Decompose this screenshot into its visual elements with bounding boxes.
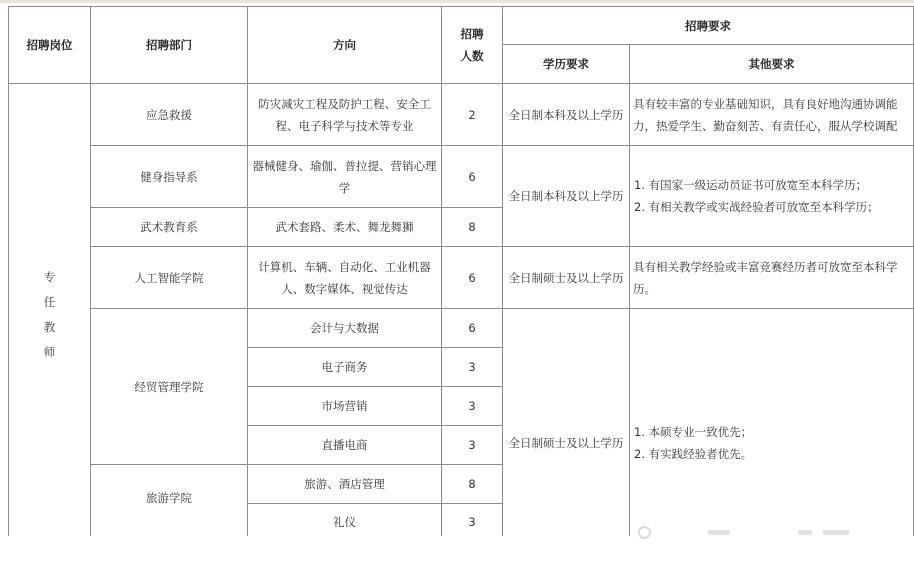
direction-line: 学: [338, 180, 351, 195]
direction-livestream: 直播电商: [321, 438, 368, 452]
education-emergency: 全日制本科及以上学历: [508, 107, 624, 122]
dept-econ: 经贸管理学院: [134, 379, 204, 394]
education-sports: 全日制本科及以上学历: [508, 189, 624, 203]
position-char: 任: [43, 295, 56, 309]
count-etiquette: 3: [468, 514, 476, 529]
count-martial: 8: [468, 220, 476, 234]
other-line: 2. 有实践经验者优先。: [634, 447, 753, 461]
direction-ai: [248, 247, 441, 308]
education-ai: 全日制硕士及以上学历: [508, 270, 624, 285]
count-ai: 6: [468, 270, 476, 285]
direction-marketing: 市场营销: [321, 399, 368, 413]
other-line: 1. 本硕专业一致优先；: [634, 425, 753, 439]
header-requirements: 招聘要求: [685, 18, 731, 33]
watermark-mark: [708, 530, 730, 535]
watermark: [638, 522, 858, 536]
direction-line: 防灾减灾工程及防护工程、安全工: [258, 96, 431, 111]
direction-martial: 武术套路、柔术、舞龙舞狮: [275, 220, 414, 234]
direction-line: 程、电子科学与技术等专业: [275, 118, 414, 133]
direction-line: 人、数字媒体、视觉传达: [281, 281, 408, 296]
count-emergency: 2: [468, 107, 476, 122]
other-sports: [634, 146, 911, 246]
dept-ai: 人工智能学院: [134, 270, 204, 285]
header-department: 招聘部门: [146, 38, 192, 52]
direction-ecommerce: 电子商务: [321, 360, 368, 374]
header-position: 招聘岗位: [26, 38, 73, 52]
dept-fitness: 健身指导系: [140, 169, 198, 184]
header-count: [442, 7, 502, 83]
direction-fitness: [248, 146, 441, 207]
direction-line: 器械健身、瑜伽、普拉提、营销心理: [252, 158, 437, 173]
other-line: 力，热爱学生、勤奋刻苦、有责任心，服从学校调配: [633, 118, 898, 133]
direction-line: 计算机、车辆、自动化、工业机器: [258, 259, 431, 274]
other-line: 具有相关教学经验或丰富竞赛经历者可放宽至本科学: [633, 259, 898, 274]
count-hotel: 8: [468, 477, 476, 491]
header-education: 学历要求: [543, 57, 589, 71]
other-line: 历。: [633, 281, 656, 296]
count-fitness: 6: [468, 169, 476, 184]
other-ai: [633, 247, 911, 308]
position-char: 师: [43, 345, 56, 359]
watermark-mark: [798, 530, 812, 535]
dept-tourism: 旅游学院: [146, 491, 192, 505]
direction-accounting: 会计与大数据: [310, 321, 379, 335]
header-count-line2: 人数: [460, 49, 484, 63]
direction-emergency: [248, 84, 441, 145]
other-econ-tourism: [634, 309, 911, 577]
watermark-logo-icon: [638, 526, 651, 539]
other-emergency: [633, 84, 911, 145]
count-marketing: 3: [468, 399, 476, 413]
position-char: 教: [43, 320, 56, 334]
header-direction: 方向: [333, 38, 356, 52]
header-other: 其他要求: [748, 57, 795, 71]
position-char: 专: [43, 270, 56, 284]
count-ecommerce: 3: [468, 360, 476, 374]
direction-etiquette: 礼仪: [333, 514, 356, 529]
header-count-line1: 招聘: [460, 27, 484, 41]
position-cell: [9, 84, 90, 536]
dept-martial: 武术教育系: [140, 220, 198, 234]
other-line: 具有较丰富的专业基础知识，具有良好地沟通协调能: [633, 96, 898, 111]
count-livestream: 3: [468, 438, 476, 452]
dept-emergency: 应急救援: [146, 107, 192, 122]
other-line: 1. 有国家一级运动员证书可放宽至本科学历；: [634, 178, 868, 192]
count-accounting: 6: [468, 321, 476, 335]
watermark-mark: [823, 530, 849, 535]
education-econ-tourism: 全日制硕士及以上学历: [508, 436, 624, 450]
direction-hotel: 旅游、酒店管理: [304, 477, 385, 491]
other-line: 2. 有相关教学或实战经验者可放宽至本科学历；: [634, 200, 879, 214]
